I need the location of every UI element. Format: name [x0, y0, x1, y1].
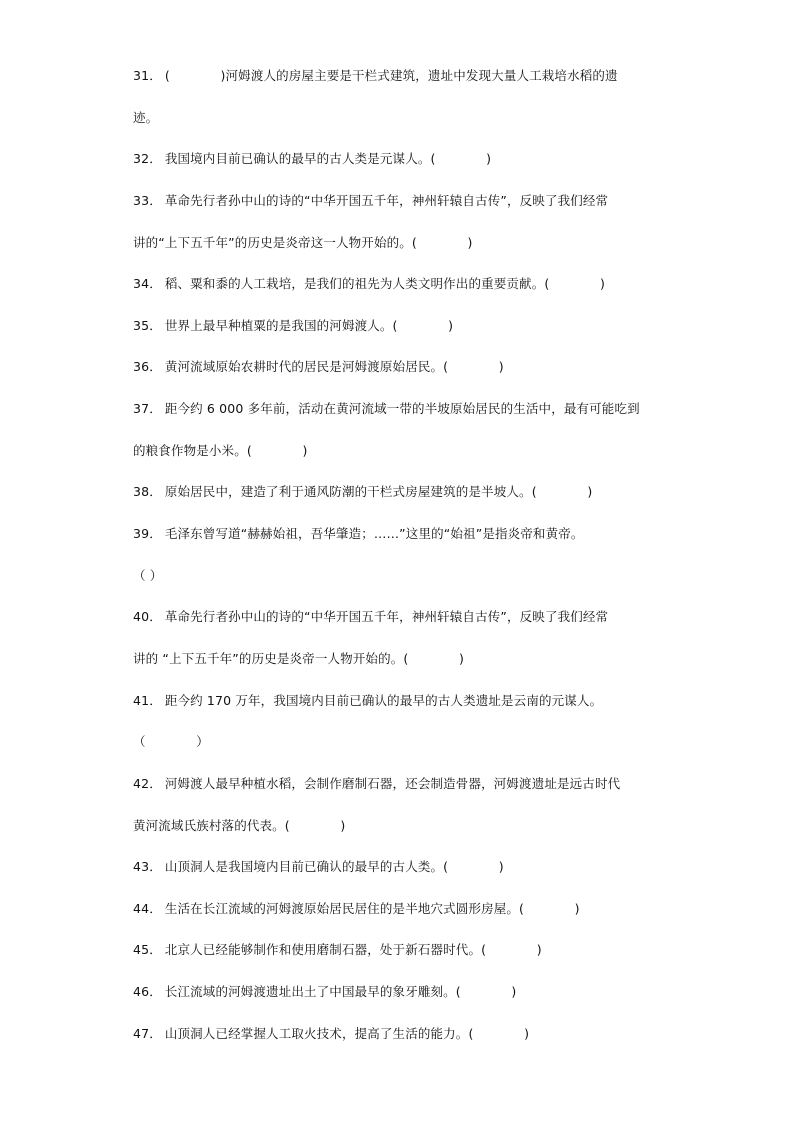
question-text: 毛泽东曾写道“赫赫始祖，吾华肇造；……”这里的“始祖”是指炎帝和黄帝。 [164, 526, 584, 542]
question-text: 山顶洞人是我国境内目前已确认的最早的古人类。( ) [164, 859, 504, 875]
question-text: 距今约 170 万年，我国境内目前已确认的最早的古人类遗址是云南的元谋人。 [164, 692, 603, 708]
question-text: 山顶洞人已经掌握人工取火技术，提高了生活的能力。( ) [164, 1025, 530, 1041]
question-number: 47． [133, 1025, 162, 1041]
question-32 [133, 149, 673, 191]
question-text: 讲的“上下五千年”的历史是炎帝这一人物开始的。( ) [133, 234, 473, 250]
question-text: 生活在长江流域的河姆渡原始居民居住的是半地穴式圆形房屋。( ) [164, 900, 580, 916]
question-39-line-2 [133, 566, 673, 608]
question-text: 北京人已经能够制作和使用磨制石器，处于新石器时代。( ) [164, 942, 542, 958]
question-text: 的粮食作物是小米。( ) [133, 442, 308, 458]
question-number: 43． [133, 859, 162, 875]
question-44 [133, 899, 673, 941]
question-text: ( )河姆渡人的房屋主要是干栏式建筑，遗址中发现大量人工栽培水稻的遗 [164, 68, 618, 83]
question-37-line-2 [133, 441, 673, 483]
question-text: 世界上最早种植粟的是我国的河姆渡人。( ) [164, 317, 454, 333]
question-text: 长江流域的河姆渡遗址出土了中国最早的象牙雕刻。( ) [164, 984, 517, 1000]
question-42-line-1 [133, 774, 673, 816]
question-list [133, 66, 673, 1065]
question-text: 河姆渡人最早种植水稻，会制作磨制石器，还会制造骨器，河姆渡遗址是远古时代 [164, 775, 621, 791]
question-text: 黄河流域氏族村落的代表。( ) [133, 817, 346, 833]
question-31-line-1 [133, 66, 673, 108]
question-text: （ ） [133, 567, 163, 583]
question-number: 36． [133, 359, 162, 375]
question-number: 40． [133, 609, 162, 625]
question-42-line-2 [133, 816, 673, 858]
question-37-line-1 [133, 399, 673, 441]
question-number: 42． [133, 775, 162, 791]
question-41-line-1 [133, 691, 673, 733]
question-text: 革命先行者孙中山的诗的“中华开国五千年，神州轩辕自古传”，反映了我们经常 [164, 609, 609, 625]
question-text: 距今约 6 000 多年前，活动在黄河流域一带的半坡原始居民的生活中，最有可能吃到 [164, 401, 640, 417]
question-text: 我国境内目前已确认的最早的古人类是元谋人。( ) [164, 151, 492, 167]
question-number: 34． [133, 276, 162, 292]
question-number: 32． [133, 151, 162, 167]
question-33-line-1 [133, 191, 673, 233]
question-38 [133, 482, 673, 524]
question-text: （ ） [133, 734, 209, 750]
question-number: 39． [133, 526, 162, 542]
question-36 [133, 357, 673, 399]
question-number: 38． [133, 484, 162, 500]
question-text: 黄河流域原始农耕时代的居民是河姆渡原始居民。( ) [164, 359, 504, 375]
question-number: 44． [133, 900, 162, 916]
question-text: 革命先行者孙中山的诗的“中华开国五千年，神州轩辕自古传”，反映了我们经常 [164, 192, 609, 208]
question-33-line-2 [133, 233, 673, 275]
question-number: 37． [133, 401, 162, 417]
question-46 [133, 982, 673, 1024]
question-35 [133, 316, 673, 358]
question-text: 讲的 “上下五千年”的历史是炎帝一人物开始的。( ) [133, 650, 465, 666]
question-45 [133, 940, 673, 982]
question-40-line-2 [133, 649, 673, 691]
question-40-line-1 [133, 607, 673, 649]
question-number: 35． [133, 317, 162, 333]
question-number: 41． [133, 692, 162, 708]
question-text: 迹。 [133, 109, 159, 125]
question-43 [133, 857, 673, 899]
question-text: 原始居民中，建造了利于通风防潮的干栏式房屋建筑的是半坡人。( ) [164, 484, 593, 500]
question-39-line-1 [133, 524, 673, 566]
question-text: 稻、粟和黍的人工栽培，是我们的祖先为人类文明作出的重要贡献。( ) [164, 276, 606, 292]
question-47 [133, 1024, 673, 1066]
question-31-line-2 [133, 108, 673, 150]
question-number: 45． [133, 942, 162, 958]
question-number: 46． [133, 984, 162, 1000]
question-34 [133, 274, 673, 316]
question-41-line-2 [133, 732, 673, 774]
question-number: 31． [133, 68, 162, 83]
question-number: 33． [133, 192, 162, 208]
